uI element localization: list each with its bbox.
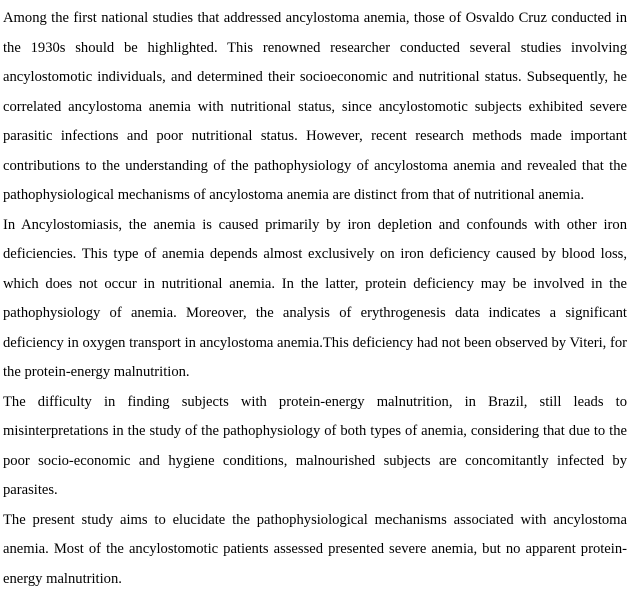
paragraph-3: The difficulty in finding subjects with protein-energy malnutrition, in Brazil, still leads to misinterpretations in the study of the pathophysiology of both types of anemia, considering that due to the poor socio-economic and hygiene conditions, malnourished subjects are concomitantly infected by parasites. [3, 393, 627, 498]
paragraph-2: In Ancylostomiasis, the anemia is caused primarily by iron depletion and confounds with other iron deficiencies. This type of anemia depends almost exclusively on iron deficiency caused by blood loss, which does not occur in nutritional anemia. In the latter, protein deficiency may be involved in the pathophysiology of anemia. Moreover, the analysis of erythrogenesis data indicates a significant deficiency in oxygen transport in ancylostoma anemia.This deficiency had not been observed by Viteri, for the protein-energy malnutrition. [3, 216, 627, 380]
paragraph-4: The present study aims to elucidate the pathophysiological mechanisms associated with ancylostoma anemia. Most of the ancylostomotic patients assessed presented severe anemia, but no apparent protein-energy malnutrition. [3, 511, 627, 587]
paragraph-1: Among the first national studies that addressed ancylostoma anemia, those of Osvaldo Cruz conducted in the 1930s should be highlighted. This renowned researcher conducted several studies involving ancylostomotic individuals, and determined their socioeconomic and nutritional status. Subsequently, he correlated ancylostoma anemia with nutritional status, since ancylostomotic subjects exhibited severe parasitic infections and poor nutritional status. However, recent research methods made important contributions to the understanding of the pathophysiology of ancylostoma anemia and revealed that the pathophysiological mechanisms of ancylostoma anemia are distinct from that of nutritional anemia. [3, 10, 627, 203]
